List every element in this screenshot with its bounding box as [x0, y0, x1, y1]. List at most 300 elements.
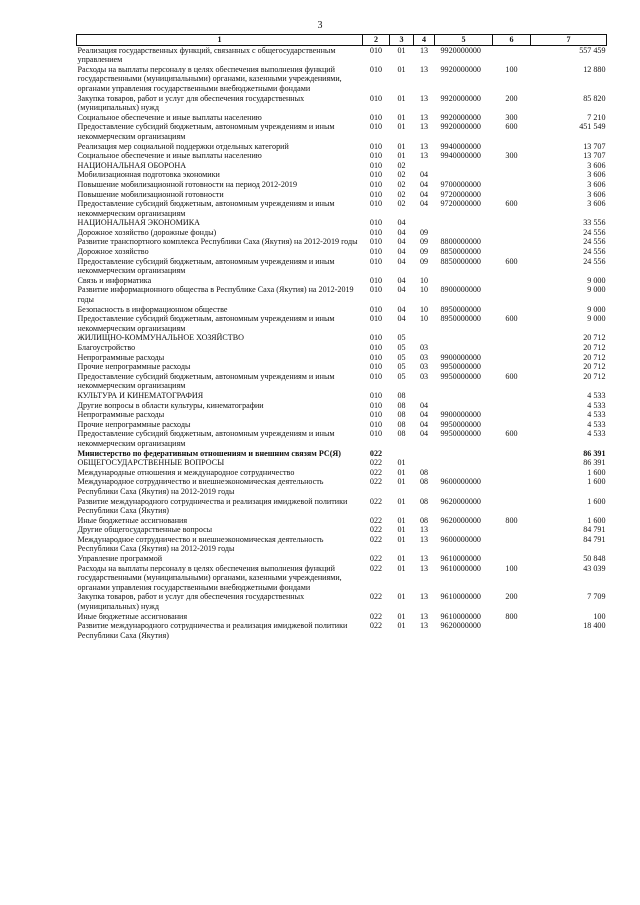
- glv-code: 022: [369, 554, 383, 564]
- glv-code: 022: [369, 525, 383, 535]
- vr-code: [493, 477, 531, 496]
- csr-code: [435, 468, 493, 478]
- vr-code: [493, 621, 531, 640]
- pr-code: 04: [419, 199, 429, 209]
- rz-code: 04: [397, 256, 406, 266]
- table-row: [77, 362, 607, 372]
- csr-code: 9610000000: [440, 554, 481, 564]
- row-name: Иные бюджетные ассигнования: [77, 611, 188, 621]
- table-row: [77, 276, 607, 286]
- vr-code: [493, 497, 531, 516]
- glv-code: 010: [369, 227, 383, 237]
- pr-code: [414, 391, 435, 401]
- row-name: Прочие непрограммные расходы: [77, 362, 191, 372]
- pr-code: 08: [419, 467, 429, 477]
- rz-code: 02: [397, 160, 406, 170]
- budget-table: [76, 34, 607, 640]
- vr-code: [493, 468, 531, 478]
- csr-code: [435, 161, 493, 171]
- vr-code: [493, 410, 531, 420]
- pr-code: 13: [419, 621, 429, 631]
- vr-code: 300: [505, 112, 518, 122]
- row-name: Министерство по федеративным отношениям и внешним связям РС(Я): [77, 448, 341, 458]
- rz-code: 08: [397, 429, 406, 439]
- row-amount: 20 712: [583, 352, 606, 362]
- pr-code: [414, 449, 435, 459]
- table-row: [77, 564, 607, 593]
- row-name: Связь и информатика: [77, 275, 152, 285]
- glv-code: 010: [369, 304, 383, 314]
- csr-code: 9900000000: [440, 410, 481, 420]
- column-header: 5: [435, 35, 493, 46]
- rz-code: 04: [397, 247, 406, 257]
- csr-code: 9610000000: [440, 611, 481, 621]
- rz-code: 01: [397, 122, 406, 132]
- rz-code: [390, 449, 414, 459]
- vr-code: 600: [505, 199, 518, 209]
- table-row: [77, 497, 607, 516]
- row-name: НАЦИОНАЛЬНАЯ ОБОРОНА: [77, 160, 187, 170]
- pr-code: 10: [419, 275, 429, 285]
- csr-code: 8950000000: [440, 304, 481, 314]
- glv-code: 022: [369, 477, 383, 487]
- glv-code: 010: [369, 64, 383, 74]
- vr-code: [493, 247, 531, 257]
- table-row: [77, 190, 607, 200]
- csr-code: [435, 218, 493, 228]
- row-amount: 24 556: [583, 237, 606, 247]
- vr-code: 600: [505, 256, 518, 266]
- table-row: [77, 592, 607, 611]
- vr-code: 300: [505, 151, 518, 161]
- column-header: 4: [414, 35, 435, 46]
- rz-code: 01: [397, 151, 406, 161]
- row-amount: 12 880: [583, 64, 606, 74]
- vr-code: [493, 285, 531, 304]
- pr-code: [414, 218, 435, 228]
- vr-code: 100: [505, 563, 518, 573]
- pr-code: 13: [419, 151, 429, 161]
- glv-code: 022: [369, 515, 383, 525]
- table-row: [77, 237, 607, 247]
- row-name: ЖИЛИЩНО-КОММУНАЛЬНОЕ ХОЗЯЙСТВО: [77, 333, 244, 343]
- pr-code: 03: [419, 343, 429, 352]
- table-row: [77, 333, 607, 343]
- vr-code: [493, 228, 531, 238]
- pr-code: 08: [419, 496, 429, 506]
- glv-code: 010: [369, 419, 383, 429]
- rz-code: 05: [397, 371, 406, 381]
- table-row: [77, 199, 607, 218]
- table-row: [77, 621, 607, 640]
- pr-code: 13: [419, 93, 429, 103]
- csr-code: [435, 333, 493, 343]
- pr-code: 04: [419, 170, 429, 180]
- glv-code: 010: [369, 410, 383, 420]
- pr-code: 10: [419, 304, 429, 314]
- rz-code: 04: [397, 314, 406, 324]
- row-amount: 84 791: [583, 534, 606, 544]
- glv-code: 010: [369, 179, 383, 189]
- glv-code: 010: [369, 333, 383, 343]
- table-row: [77, 314, 607, 333]
- table-row: [77, 218, 607, 228]
- pr-code: 13: [419, 141, 429, 151]
- pr-code: 13: [419, 112, 429, 122]
- csr-code: [435, 276, 493, 286]
- rz-code: 01: [397, 534, 406, 544]
- rz-code: 01: [397, 621, 406, 631]
- table-row: [77, 170, 607, 180]
- csr-code: 9600000000: [440, 534, 481, 544]
- rz-code: 05: [397, 343, 406, 352]
- row-name: Повышение мобилизационной готовности: [77, 189, 224, 199]
- csr-code: 9920000000: [440, 45, 481, 55]
- glv-code: 022: [369, 458, 383, 468]
- pr-code: 13: [419, 525, 429, 535]
- row-name: Управление программой: [77, 554, 163, 564]
- csr-code: 8950000000: [440, 314, 481, 324]
- vr-code: 800: [505, 515, 518, 525]
- row-name: Предоставление субсидий бюджетным, автономным учреждениям и иным некоммерческим организациям: [77, 429, 335, 448]
- row-amount: 1 600: [587, 515, 606, 525]
- rz-code: 08: [397, 419, 406, 429]
- row-name: Развитие транспортного комплекса Республики Саха (Якутия) на 2012-2019 годы: [77, 237, 358, 247]
- csr-code: 9620000000: [440, 621, 481, 631]
- table-row: [77, 353, 607, 363]
- table-row: [77, 554, 607, 564]
- glv-code: 010: [369, 362, 383, 372]
- vr-code: 800: [505, 611, 518, 621]
- vr-code: [493, 170, 531, 180]
- rz-code: 04: [397, 275, 406, 285]
- csr-code: 9950000000: [440, 419, 481, 429]
- row-name: Реализация мер социальной поддержки отдельных категорий: [77, 141, 289, 151]
- glv-code: 010: [369, 112, 383, 122]
- vr-code: 100: [505, 64, 518, 74]
- glv-code: 010: [369, 285, 383, 295]
- row-name: Непрограммные расходы: [77, 410, 165, 420]
- glv-code: 010: [369, 170, 383, 180]
- rz-code: 02: [397, 199, 406, 209]
- row-amount: 1 600: [587, 496, 606, 506]
- vr-code: [493, 333, 531, 343]
- rz-code: 02: [397, 179, 406, 189]
- pr-code: 03: [419, 362, 429, 372]
- glv-code: 010: [369, 314, 383, 324]
- column-header: 3: [390, 35, 414, 46]
- row-name: Другие общегосударственные вопросы: [77, 525, 213, 535]
- row-amount: 18 400: [583, 621, 606, 631]
- rz-code: 04: [397, 227, 406, 237]
- table-row: [77, 161, 607, 171]
- rz-code: 01: [397, 592, 406, 602]
- csr-code: 8850000000: [440, 247, 481, 257]
- table-row: [77, 151, 607, 161]
- glv-code: 010: [369, 400, 383, 410]
- glv-code: 010: [369, 275, 383, 285]
- glv-code: 010: [369, 343, 383, 352]
- row-amount: 100: [593, 611, 606, 621]
- row-name: Развитие международного сотрудничества и реализация имиджевой политики Республики Саха (Якутия): [77, 496, 348, 516]
- glv-code: 022: [369, 563, 383, 573]
- csr-code: [435, 343, 493, 353]
- row-name: Дорожное хозяйство: [77, 247, 149, 257]
- pr-code: 04: [419, 400, 429, 410]
- table-row: [77, 228, 607, 238]
- table-row: [77, 449, 607, 459]
- rz-code: 04: [397, 285, 406, 295]
- pr-code: [414, 333, 435, 343]
- row-amount: 13 707: [583, 151, 606, 161]
- row-amount: 9 000: [587, 275, 606, 285]
- rz-code: 08: [397, 390, 406, 400]
- pr-code: 03: [419, 371, 429, 381]
- csr-code: [435, 228, 493, 238]
- glv-code: 010: [369, 256, 383, 266]
- csr-code: [435, 458, 493, 468]
- table-row: [77, 247, 607, 257]
- table-row: [77, 343, 607, 353]
- glv-code: 022: [369, 621, 383, 631]
- row-name: Прочие непрограммные расходы: [77, 419, 191, 429]
- glv-code: 010: [369, 352, 383, 362]
- vr-code: [493, 237, 531, 247]
- csr-code: 9920000000: [440, 93, 481, 103]
- row-name: Расходы на выплаты персоналу в целях обеспечения выполнения функций государственными (муниципальными) органами, казенными учреждениями, органами управления государственными внебюджетными фондами: [77, 563, 342, 592]
- row-amount: 3 606: [587, 160, 606, 170]
- glv-code: 010: [369, 429, 383, 439]
- row-name: Закупка товаров, работ и услуг для обеспечения государственных (муниципальных) нужд: [77, 93, 305, 113]
- pr-code: 04: [419, 410, 429, 420]
- csr-code: 9950000000: [440, 362, 481, 372]
- row-name: Иные бюджетные ассигнования: [77, 515, 188, 525]
- csr-code: 9720000000: [440, 199, 481, 209]
- row-amount: 4 533: [587, 410, 606, 420]
- row-amount: 3 606: [587, 199, 606, 209]
- pr-code: [414, 161, 435, 171]
- table-body: [77, 45, 607, 640]
- vr-code: 600: [505, 429, 518, 439]
- vr-code: [493, 218, 531, 228]
- vr-code: [493, 554, 531, 564]
- csr-code: 9600000000: [440, 477, 481, 487]
- rz-code: 08: [397, 410, 406, 420]
- row-name: Международные отношения и международное сотрудничество: [77, 467, 295, 477]
- table-row: [77, 180, 607, 190]
- vr-code: [493, 420, 531, 430]
- pr-code: 09: [419, 237, 429, 247]
- row-amount: 43 039: [583, 563, 606, 573]
- vr-code: [493, 142, 531, 152]
- row-name: Предоставление субсидий бюджетным, автономным учреждениям и иным некоммерческим организациям: [77, 199, 335, 218]
- row-name: Предоставление субсидий бюджетным, автономным учреждениям и иным некоммерческим организациям: [77, 122, 335, 141]
- glv-code: 010: [369, 141, 383, 151]
- row-amount: 7 709: [587, 592, 606, 602]
- row-name: Непрограммные расходы: [77, 352, 165, 362]
- glv-code: 010: [369, 390, 383, 400]
- row-amount: 7 210: [587, 112, 606, 122]
- rz-code: 04: [397, 304, 406, 314]
- vr-code: [493, 343, 531, 353]
- table-row: [77, 142, 607, 152]
- table-row: [77, 477, 607, 496]
- csr-code: 9900000000: [440, 352, 481, 362]
- rz-code: 05: [397, 362, 406, 372]
- row-name: Развитие международного сотрудничества и реализация имиджевой политики Республики Саха (Якутия): [77, 621, 348, 640]
- csr-code: 9610000000: [440, 592, 481, 602]
- pr-code: 13: [419, 64, 429, 74]
- pr-code: 13: [419, 611, 429, 621]
- table-row: [77, 257, 607, 276]
- row-name: Предоставление субсидий бюджетным, автономным учреждениям и иным некоммерческим организациям: [77, 314, 335, 333]
- row-amount: 20 712: [583, 333, 606, 343]
- glv-code: 010: [369, 237, 383, 247]
- rz-code: 05: [397, 352, 406, 362]
- row-name: Расходы на выплаты персоналу в целях обеспечения выполнения функций государственными (муниципальными) органами, казенными учреждениями, органами управления государственными внебюджетными фондами: [77, 64, 342, 93]
- row-amount: 13 707: [583, 141, 606, 151]
- pr-code: 13: [419, 592, 429, 602]
- row-amount: 9 000: [587, 304, 606, 314]
- glv-code: 010: [369, 199, 383, 209]
- vr-code: [493, 190, 531, 200]
- row-name: Международное сотрудничество и внешнеэкономическая деятельность Республики Саха (Якутия) на 2012-2019 годы: [77, 534, 324, 554]
- vr-code: [493, 180, 531, 190]
- table-row: [77, 45, 607, 65]
- column-header: 1: [77, 35, 363, 46]
- table-row: [77, 535, 607, 554]
- glv-code: 010: [369, 160, 383, 170]
- vr-code: [493, 391, 531, 401]
- row-amount: 84 791: [583, 525, 606, 535]
- row-name: Дорожное хозяйство (дорожные фонды): [77, 227, 217, 237]
- row-amount: 86 391: [583, 458, 606, 468]
- csr-code: 8900000000: [440, 285, 481, 295]
- csr-code: 9720000000: [440, 189, 481, 199]
- csr-code: [435, 401, 493, 411]
- row-amount: 3 606: [587, 170, 606, 180]
- vr-code: 600: [505, 314, 518, 324]
- row-name: Социальное обеспечение и иные выплаты населению: [77, 151, 262, 161]
- row-name: Мобилизационная подготовка экономики: [77, 170, 220, 180]
- rz-code: 04: [397, 237, 406, 247]
- pr-code: 03: [419, 352, 429, 362]
- csr-code: 9610000000: [440, 563, 481, 573]
- table-row: [77, 94, 607, 113]
- glv-code: 010: [369, 122, 383, 132]
- rz-code: 01: [397, 477, 406, 487]
- column-header: 6: [493, 35, 531, 46]
- rz-code: 01: [397, 93, 406, 103]
- row-amount: 20 712: [583, 371, 606, 381]
- table-row: [77, 410, 607, 420]
- glv-code: 022: [369, 467, 383, 477]
- glv-code: 010: [369, 189, 383, 199]
- rz-code: 01: [397, 64, 406, 74]
- vr-code: 600: [505, 371, 518, 381]
- row-amount: 86 391: [583, 448, 606, 458]
- row-name: КУЛЬТУРА И КИНЕМАТОГРАФИЯ: [77, 390, 204, 400]
- table-row: [77, 516, 607, 526]
- pr-code: 10: [419, 314, 429, 324]
- row-name: Международное сотрудничество и внешнеэкономическая деятельность Республики Саха (Якутия) на 2012-2019 годы: [77, 477, 324, 496]
- pr-code: 04: [419, 419, 429, 429]
- row-amount: 1 600: [587, 477, 606, 487]
- pr-code: 08: [419, 515, 429, 525]
- pr-code: 13: [419, 122, 429, 132]
- rz-code: 01: [397, 515, 406, 525]
- pr-code: 10: [419, 285, 429, 295]
- csr-code: 9920000000: [440, 112, 481, 122]
- table-row: [77, 401, 607, 411]
- row-amount: 24 556: [583, 256, 606, 266]
- vr-code: [493, 353, 531, 363]
- csr-code: 9920000000: [440, 64, 481, 74]
- row-amount: 557 459: [579, 45, 606, 55]
- row-amount: 1 600: [587, 467, 606, 477]
- table-row: [77, 525, 607, 535]
- csr-code: 9950000000: [440, 429, 481, 439]
- rz-code: 08: [397, 400, 406, 410]
- glv-code: 010: [369, 45, 383, 55]
- csr-code: 9940000000: [440, 151, 481, 161]
- table-row: [77, 420, 607, 430]
- vr-code: 600: [505, 122, 518, 132]
- vr-code: [493, 535, 531, 554]
- row-name: Благоустройство: [77, 343, 136, 352]
- vr-code: 200: [505, 93, 518, 103]
- glv-code: 022: [369, 611, 383, 621]
- table-row: [77, 429, 607, 448]
- csr-code: 9950000000: [440, 371, 481, 381]
- vr-code: 200: [505, 592, 518, 602]
- table-row: [77, 305, 607, 315]
- row-name: Предоставление субсидий бюджетным, автономным учреждениям и иным некоммерческим организациям: [77, 256, 335, 276]
- row-name: Реализация государственных функций, связанных с общегосударственным управлением: [77, 45, 336, 65]
- rz-code: 01: [397, 45, 406, 55]
- rz-code: 01: [397, 611, 406, 621]
- row-name: Другие вопросы в области культуры, кинематографии: [77, 400, 264, 410]
- rz-code: 02: [397, 189, 406, 199]
- csr-code: 9920000000: [440, 122, 481, 132]
- csr-code: 9620000000: [440, 496, 481, 506]
- row-name: Предоставление субсидий бюджетным, автономным учреждениям и иным некоммерческим организациям: [77, 371, 335, 391]
- pr-code: 08: [419, 477, 429, 487]
- row-amount: 50 848: [583, 554, 606, 564]
- glv-code: 010: [369, 371, 383, 381]
- vr-code: [493, 276, 531, 286]
- row-amount: 20 712: [583, 362, 606, 372]
- table-row: [77, 612, 607, 622]
- table-row: [77, 458, 607, 468]
- pr-code: 13: [419, 554, 429, 564]
- rz-code: 01: [397, 141, 406, 151]
- vr-code: [493, 45, 531, 65]
- row-amount: 85 820: [583, 93, 606, 103]
- csr-code: [435, 449, 493, 459]
- table-row: [77, 113, 607, 123]
- rz-code: 01: [397, 467, 406, 477]
- glv-code: 022: [369, 448, 383, 458]
- row-name: НАЦИОНАЛЬНАЯ ЭКОНОМИКА: [77, 218, 201, 228]
- glv-code: 010: [369, 93, 383, 103]
- pr-code: 13: [419, 45, 429, 55]
- pr-code: 09: [419, 256, 429, 266]
- page-number: 3: [317, 20, 323, 31]
- row-amount: 24 556: [583, 227, 606, 237]
- row-name: Развитие информационного общества в Республике Саха (Якутия) на 2012-2019 годы: [77, 285, 354, 305]
- table-row: [77, 65, 607, 94]
